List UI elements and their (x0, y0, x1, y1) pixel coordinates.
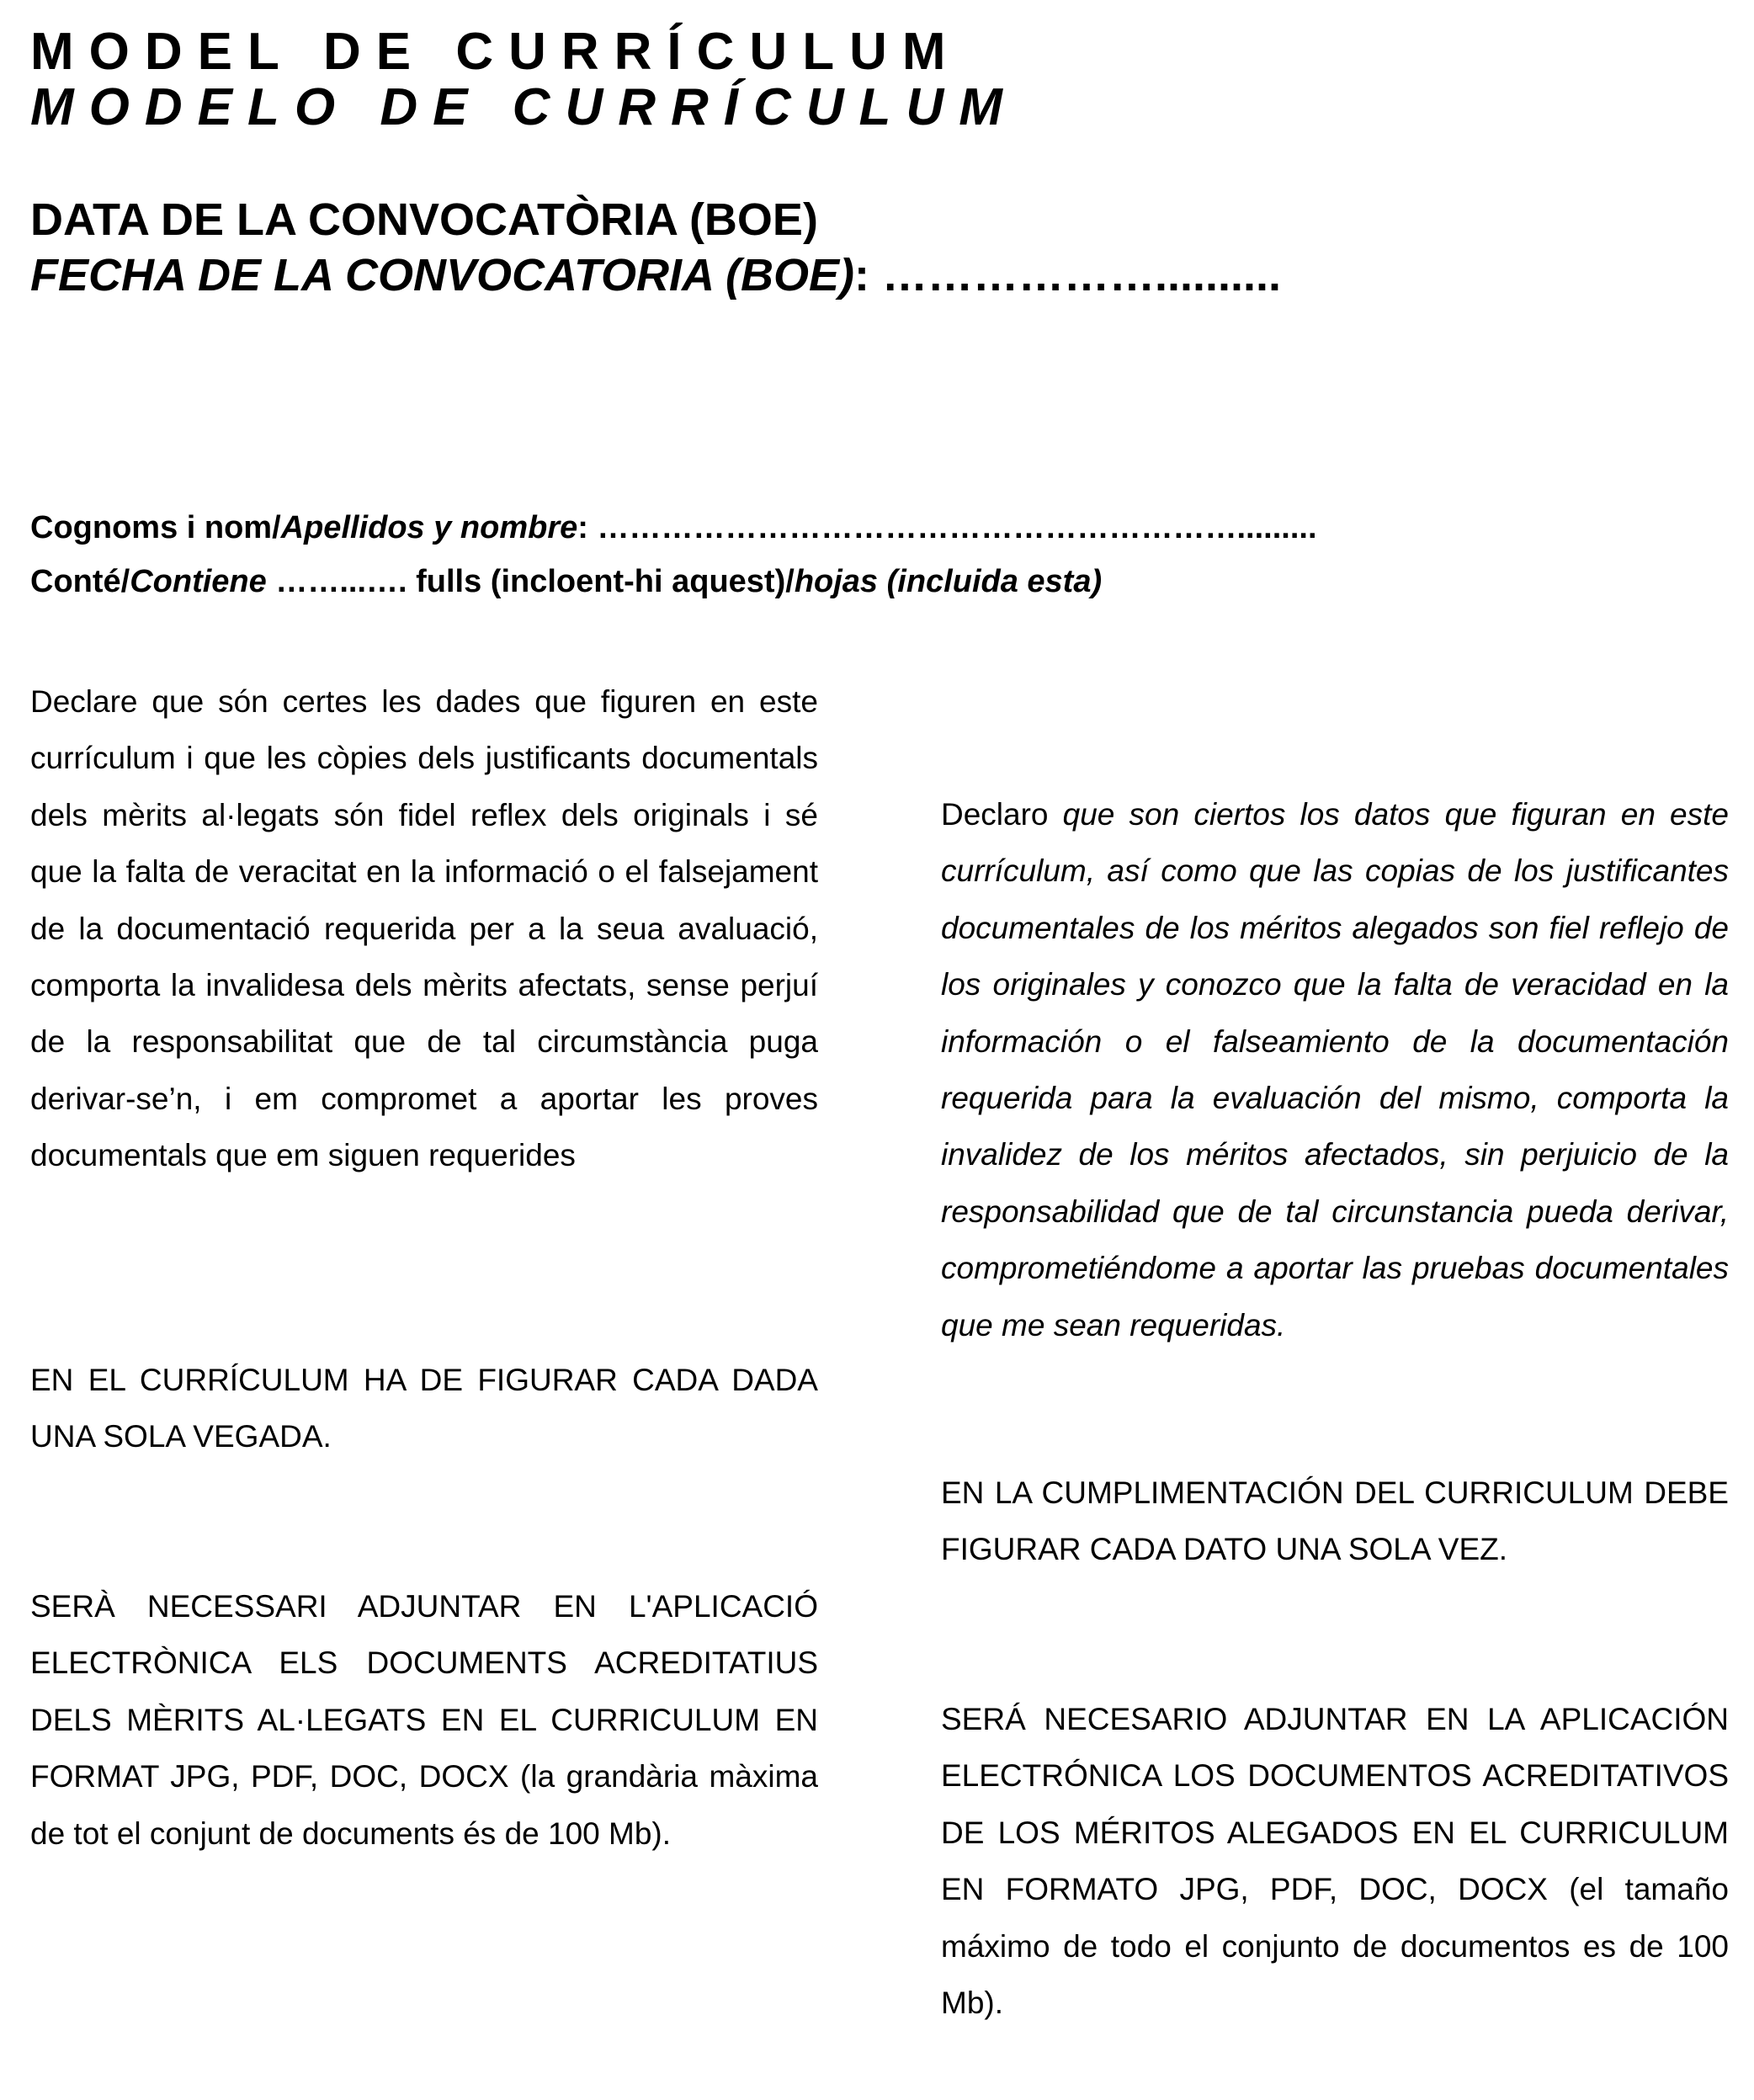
convocatoria-date-blank: : ……………….......... (854, 250, 1282, 300)
name-blank: : ……………………………………………………......... (577, 510, 1317, 545)
once-notice-catalan-text: EN EL CURRÍCULUM HA DE FIGURAR CADA DADA UNA SOLA VEGADA. (30, 1363, 818, 1454)
convocatoria-heading-catalan: DATA DE LA CONVOCATÒRIA (BOE) (30, 194, 818, 245)
contains-label-catalan: Conté/ (30, 564, 130, 599)
attach-notice-spanish (941, 1691, 1729, 2031)
name-label-catalan: Cognoms i nom/ (30, 510, 281, 545)
declaration-catalan-text: Declare que són certes les dades que figuren en este currículum i que les còpies dels justificants documentals dels mèrits al·legats són fidel reflex dels originals i sé que la falta de veracitat en la informació o el falsejament de la documentació requerida per a la seua avaluació, comporta la invalidesa dels mèrits afectats, sense perjuí de la responsabilitat que de tal circumstància puga derivar-se’n, i em compromet a aportar les proves documentals que em siguen requerides (30, 684, 818, 1173)
convocatoria-label-spanish: FECHA DE LA CONVOCATORIA (BOE) (30, 250, 854, 300)
once-notice-catalan (30, 1352, 818, 1465)
declaration-spanish-paragraph (941, 786, 1729, 1353)
title-spanish: MODELO DE CURRÍCULUM (30, 78, 1018, 136)
attach-notice-catalan-text: SERÀ NECESSARI ADJUNTAR EN L'APLICACIÓ ELECTRÒNICA ELS DOCUMENTS ACREDITATIUS DELS MÈRITS AL·LEGATS EN EL CURRICULUM EN FORMAT JPG, PDF, DOC, DOCX (la grandària màxima de tot el conjunt de documents és de 100 Mb). (30, 1589, 818, 1851)
declaration-spanish-lead: Declaro (941, 797, 1063, 832)
attach-notice-spanish-text: SERÁ NECESARIO ADJUNTAR EN LA APLICACIÓN ELECTRÓNICA LOS DOCUMENTOS ACREDITATIVOS DE LOS MÉRITOS ALEGADOS EN EL CURRICULUM EN FORMATO JPG, PDF, DOC, DOCX (el tamaño máximo de todo el conjunto de documentos es de 100 Mb). (941, 1702, 1729, 2021)
page-count-field (30, 562, 1102, 601)
contains-blank-and-sheets: ……...…. fulls (incloent-hi aquest)/ (266, 564, 795, 599)
declaration-spanish-text: que son ciertos los datos que figuran en este currículum, así como que las copias de los justificantes documentales de los méritos alegados son fiel reflejo de los originales y conozco que la falta de veracidad en la información o el falseamiento de la documentación requerida para la evaluación del mismo, comporta la invalidez de los méritos afectados, sin perjuicio de la responsabilidad que de tal circunstancia pueda derivar, comprometiéndome a aportar las pruebas documentales que me sean requeridas. (941, 797, 1729, 1342)
name-label-spanish: Apellidos y nombre (280, 510, 578, 545)
declaration-catalan (30, 673, 818, 1184)
convocatoria-heading-spanish (30, 249, 1281, 301)
title-catalan: MODEL DE CURRÍCULUM (30, 23, 961, 81)
name-field (30, 508, 1317, 547)
declaration-spanish (941, 786, 1729, 1353)
contains-label-spanish: Contiene (130, 564, 267, 599)
once-notice-spanish-text: EN LA CUMPLIMENTACIÓN DEL CURRICULUM DEBE FIGURAR CADA DATO UNA SOLA VEZ. (941, 1475, 1729, 1567)
contains-sheets-spanish: hojas (incluida esta) (794, 564, 1103, 599)
once-notice-spanish (941, 1465, 1729, 1578)
attach-notice-catalan (30, 1578, 818, 1862)
